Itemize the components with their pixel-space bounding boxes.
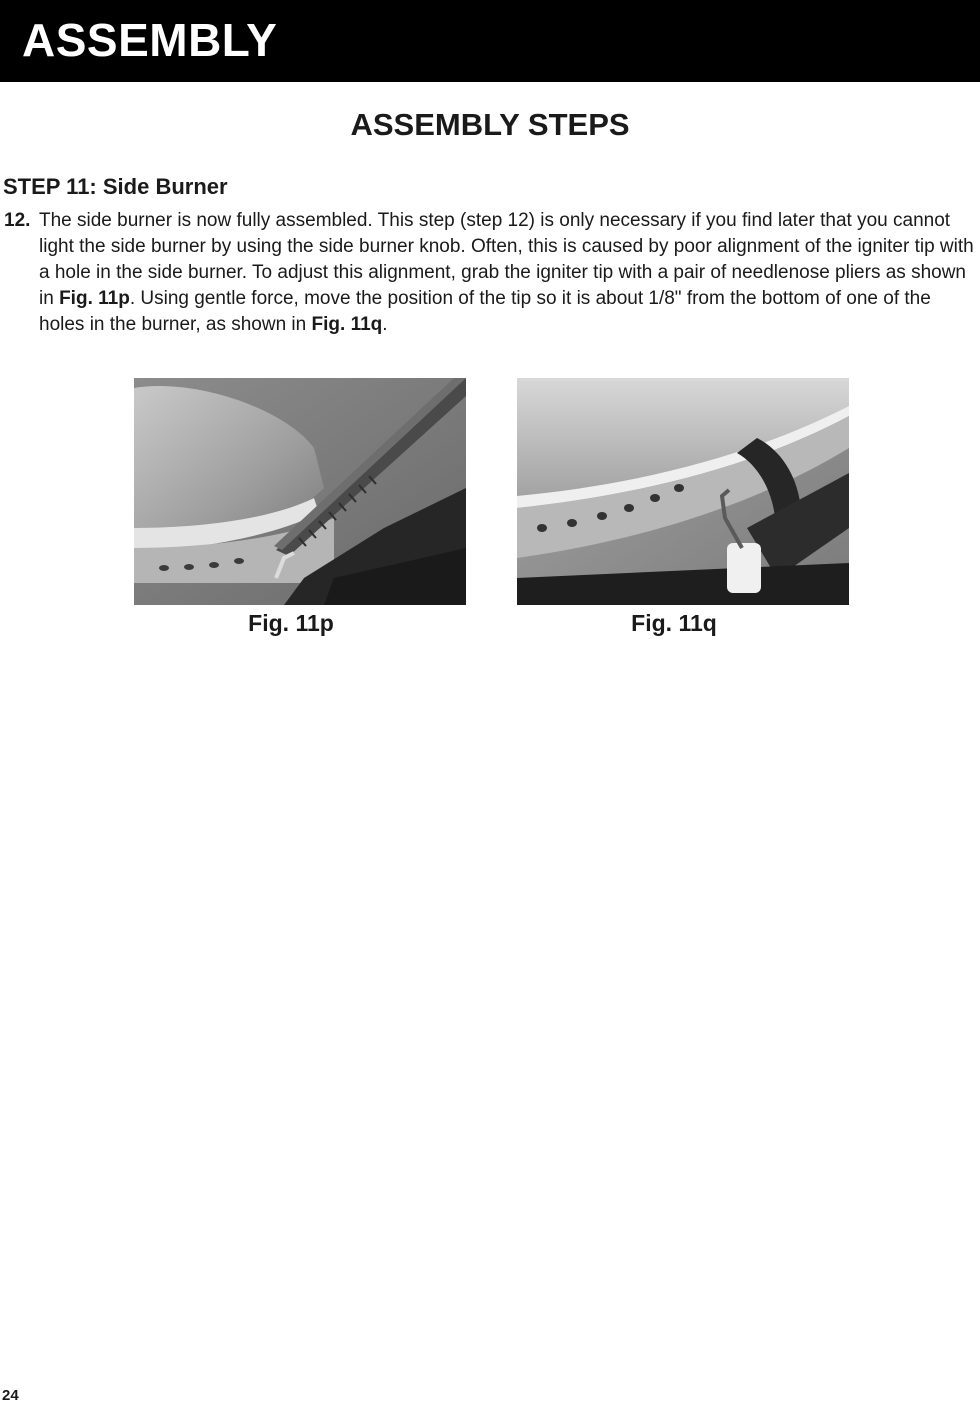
section-header-bar — [0, 0, 980, 82]
figure-reference: Fig. 11p — [59, 288, 130, 309]
figure-11q-caption: Fig. 11q — [631, 610, 717, 636]
figure-11p-caption: Fig. 11p — [248, 610, 334, 636]
instruction-text: . Using gentle force, move the position of the tip so it is about 1/8" from the bottom of one of the holes in the burner, as shown in — [39, 288, 931, 335]
step-item-number: 12. — [4, 210, 31, 231]
instruction-text: . — [382, 314, 388, 335]
page-title: ASSEMBLY STEPS — [350, 107, 630, 142]
step-heading: STEP 11: Side Burner — [3, 174, 228, 199]
step-instructions — [39, 208, 974, 338]
figure-11p-photo — [134, 378, 466, 605]
section-title: ASSEMBLY — [22, 14, 278, 66]
instruction-text: The side burner is now fully assembled. This step (step 12) is only necessary if you find later that you cannot light the side burner by using the side burner knob. Often, this is caused by poor alignment of the igniter tip with a hole in the side burner. To adjust this alignment, grab the igniter tip with a pair of needlenose pliers as shown in — [39, 210, 974, 309]
figure-reference: Fig. 11q — [311, 314, 383, 335]
page-number: 24 — [2, 1387, 19, 1404]
figure-11q-photo — [517, 378, 849, 605]
